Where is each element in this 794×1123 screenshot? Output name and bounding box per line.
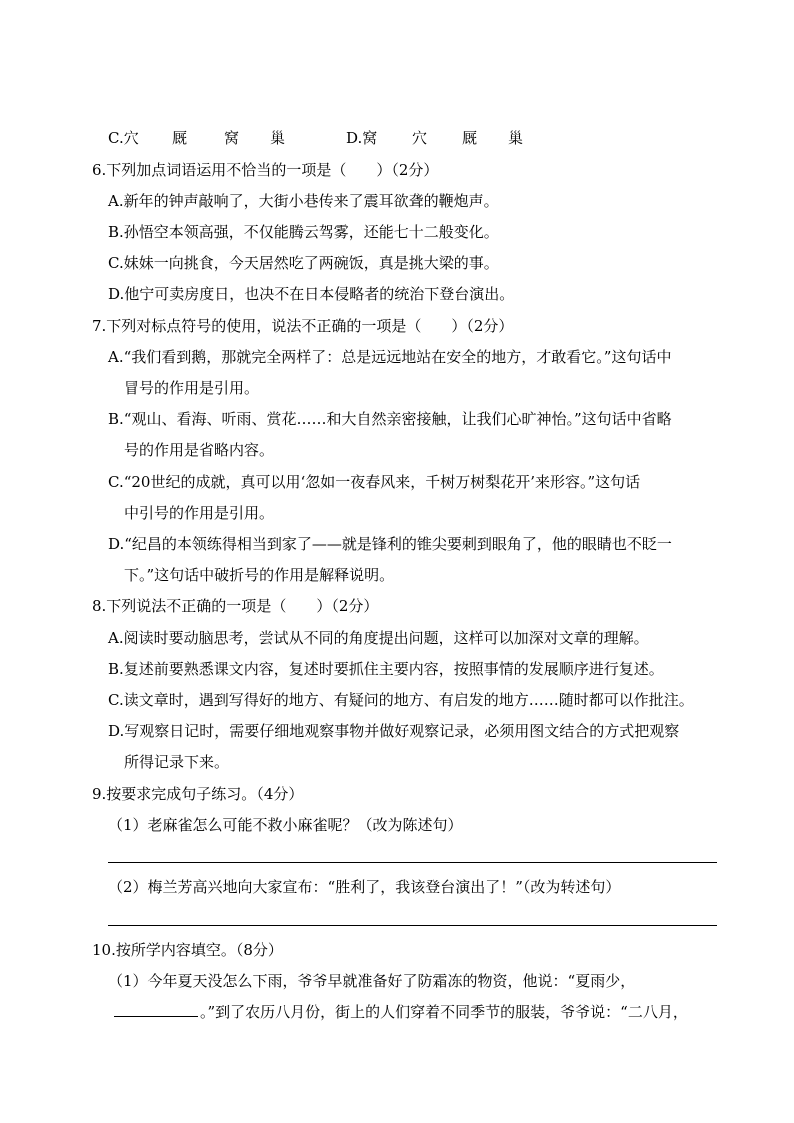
q7-stem: 7.下列对标点符号的使用，说法不正确的一项是（ ）（2分）	[92, 317, 514, 335]
q9-stem: 9.按要求完成句子练习。（4分）	[92, 785, 304, 803]
q10-blank-1[interactable]	[114, 1002, 198, 1017]
q7-option-c-cont: 中引号的作用是引用。	[124, 504, 275, 522]
q9-sentence-1: （1）老麻雀怎么可能不救小麻雀呢？（改为陈述句）	[108, 816, 463, 834]
option-d-item: 巢	[508, 129, 524, 147]
option-c-item: 巢	[270, 129, 286, 147]
q7-option-d: D.“纪昌的本领练得相当到家了——就是锋利的锥尖要刺到眼角了，他的眼睛也不眨一	[108, 535, 672, 553]
q8-option-b: B.复述前要熟悉课文内容，复述时要抓住主要内容，按照事情的发展顺序进行复述。	[108, 660, 664, 678]
q6-stem: 6.下列加点词语运用不恰当的一项是（ ）（2分）	[92, 161, 439, 179]
q8-option-d: D.写观察日记时，需要仔细地观察事物并做好观察记录，必须用图文结合的方式把观察	[108, 722, 680, 740]
q6-option-b: B.孙悟空本领高强，不仅能腾云驾雾，还能七十二般变化。	[108, 223, 499, 241]
q8-option-a: A.阅读时要动脑思考，尝试从不同的角度提出问题，这样可以加深对文章的理解。	[108, 629, 649, 647]
q8-option-c: C.读文章时，遇到写得好的地方、有疑问的地方、有启发的地方……随时都可以作批注。	[108, 691, 694, 709]
q9-answer-line-2[interactable]	[108, 925, 717, 926]
q7-option-d-cont: 下。”这句话中破折号的作用是解释说明。	[124, 566, 395, 584]
option-d-item: 穴	[412, 129, 428, 147]
option-c-item: 厩	[172, 129, 188, 147]
q9-sentence-2: （2）梅兰芳高兴地向大家宣布：“胜利了，我该登台演出了！”（改为转述句）	[108, 878, 621, 896]
q6-option-a: A.新年的钟声敲响了，大街小巷传来了震耳欲聋的鞭炮声。	[108, 192, 499, 210]
option-c-item: 窝	[224, 129, 240, 147]
option-d-label: D.窝	[346, 129, 378, 147]
option-c-label: C.穴	[108, 129, 139, 147]
q10-stem: 10.按所学内容填空。（8分）	[92, 941, 283, 959]
q10-sentence-1-tail: 。”到了农历八月份，街上的人们穿着不同季节的服装，爷爷说：“二八月，	[200, 1003, 688, 1021]
q10-sentence-1-cont	[114, 1002, 688, 1022]
q7-option-c: C.“20世纪的成就，真可以用‘忽如一夜春风来，千树万树梨花开’来形容。”这句话	[108, 473, 641, 491]
q7-option-b-cont: 号的作用是省略内容。	[124, 441, 275, 459]
q6-option-d: D.他宁可卖房度日，也决不在日本侵略者的统治下登台演出。	[108, 285, 515, 303]
q9-answer-line-1[interactable]	[108, 862, 717, 863]
q7-option-b: B.“观山、看海、听雨、赏花……和大自然亲密接触，让我们心旷神怡。”这句话中省略	[108, 410, 672, 428]
q8-option-d-cont: 所得记录下来。	[124, 753, 230, 771]
option-d-item: 厩	[462, 129, 478, 147]
q6-option-c: C.妹妹一向挑食，今天居然吃了两碗饭，真是挑大梁的事。	[108, 254, 499, 272]
q7-option-a-cont: 冒号的作用是引用。	[124, 379, 260, 397]
q8-stem: 8.下列说法不正确的一项是（ ）（2分）	[92, 597, 379, 615]
q7-option-a: A.“我们看到鹅，那就完全两样了：总是远远地站在安全的地方，才敢看它。”这句话中	[108, 348, 672, 366]
q10-sentence-1: （1）今年夏天没怎么下雨，爷爷早就准备好了防霜冻的物资，他说：“夏雨少，	[108, 972, 636, 990]
